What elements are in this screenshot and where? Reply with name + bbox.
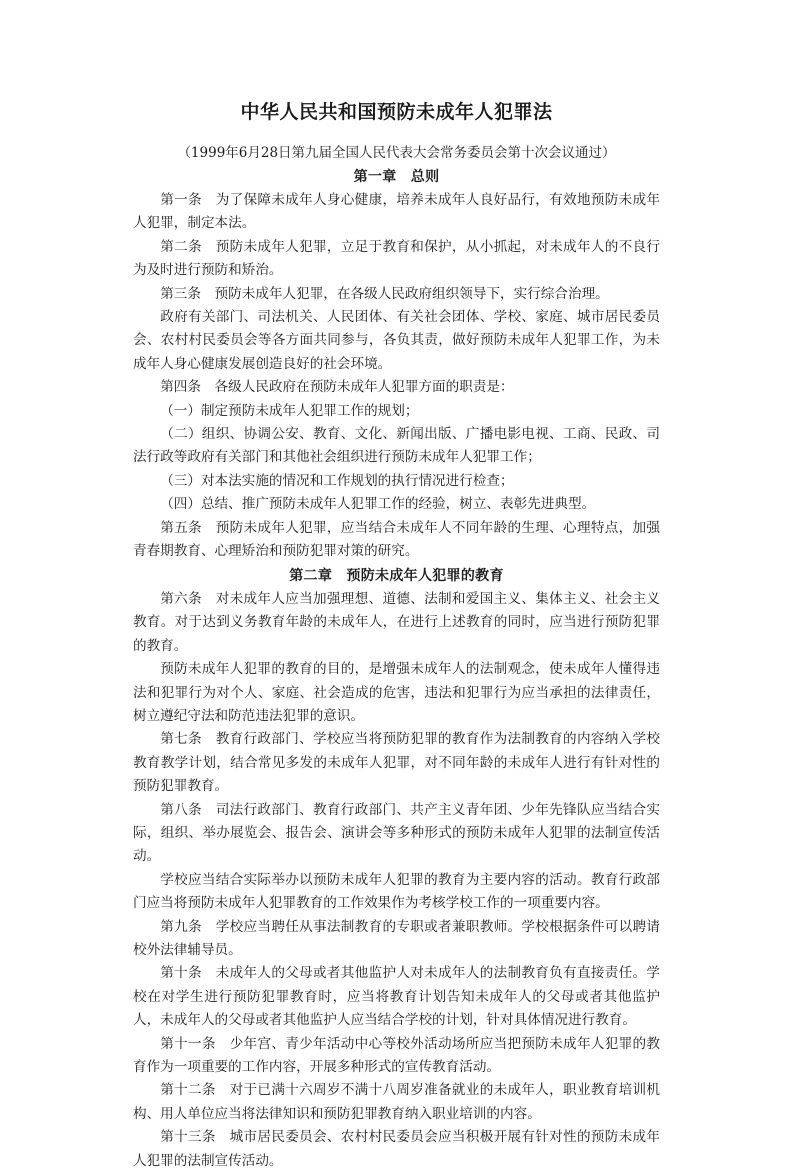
chapter-heading-1: 第一章 总则 bbox=[353, 168, 440, 185]
article-paragraph: 第六条 对未成年人应当加强理想、道德、法制和爱国主义、集体主义、社会主义教育。对于达到义务教育年龄的未成年人，在进行上述教育的同时，应当进行预防犯罪的教育。 bbox=[133, 590, 660, 654]
article-paragraph: 第一条 为了保障未成年人身心健康，培养未成年人良好品行，有效地预防未成年人犯罪，制定本法。 bbox=[133, 192, 660, 232]
article-paragraph: 预防未成年人犯罪的教育的目的，是增强未成年人的法制观念，使未成年人懂得违法和犯罪行为对个人、家庭、社会造成的危害，违法和犯罪行为应当承担的法律责任，树立遵纪守法和防范违法犯罪的意识。 bbox=[133, 661, 660, 724]
article-paragraph: 第十二条 对于已满十六周岁不满十八周岁准备就业的未成年人，职业教育培训机构、用人单位应当将法律知识和预防犯罪教育纳入职业培训的内容。 bbox=[133, 1082, 660, 1122]
article-paragraph: 学校应当结合实际举办以预防未成年人犯罪的教育为主要内容的活动。教育行政部门应当将预防未成年人犯罪教育的工作效果作为考核学校工作的一项重要内容。 bbox=[133, 871, 660, 912]
article-list-item: （三）对本法实施的情况和工作规划的执行情况进行检查； bbox=[160, 472, 514, 489]
document-enactment-note: （1999年6月28日第九届全国人民代表大会常务委员会第十次会议通过） bbox=[177, 144, 616, 161]
article-list-item: （二）组织、协调公安、教育、文化、新闻出版、广播电影电视、工商、民政、司法行政等政府有关部门和其他社会组织进行预防未成年人犯罪工作； bbox=[133, 426, 660, 466]
article-paragraph: 政府有关部门、司法机关、人民团体、有关社会团体、学校、家庭、城市居民委员会、农村村民委员会等各方面共同参与，各负其责，做好预防未成年人犯罪工作，为未成年人身心健康发展创造良好的社会环境。 bbox=[133, 309, 660, 372]
article-paragraph: 第十一条 少年宫、青少年活动中心等校外活动场所应当把预防未成年人犯罪的教育作为一项重要的工作内容，开展多种形式的宣传教育活动。 bbox=[133, 1035, 660, 1076]
article-paragraph: 第三条 预防未成年人犯罪，在各级人民政府组织领导下，实行综合治理。 bbox=[160, 285, 609, 302]
article-paragraph: 第九条 学校应当聘任从事法制教育的专职或者兼职教师。学校根据条件可以聘请校外法律辅导员。 bbox=[133, 918, 660, 958]
article-paragraph: 第四条 各级人民政府在预防未成年人犯罪方面的职责是： bbox=[160, 379, 514, 396]
article-paragraph: 第八条 司法行政部门、教育行政部门、共产主义青年团、少年先锋队应当结合实际，组织、举办展览会、报告会、演讲会等多种形式的预防未成年人犯罪的法制宣传活动。 bbox=[133, 801, 660, 865]
chapter-heading-2: 第二章 预防未成年人犯罪的教育 bbox=[289, 567, 504, 584]
article-list-item: （四）总结、推广预防未成年人犯罪工作的经验，树立、表彰先进典型。 bbox=[160, 496, 596, 513]
article-paragraph: 第十三条 城市居民委员会、农村村民委员会应当积极开展有针对性的预防未成年人犯罪的法制宣传活动。 bbox=[133, 1129, 660, 1169]
article-list-item: （一）制定预防未成年人犯罪工作的规划； bbox=[160, 402, 419, 419]
article-paragraph: 第十条 未成年人的父母或者其他监护人对未成年人的法制教育负有直接责任。学校在对学生进行预防犯罪教育时，应当将教育计划告知未成年人的父母或者其他监护人，未成年人的父母或者其他监护人应当结合学校的计划，针对具体情况进行教育。 bbox=[133, 965, 660, 1029]
article-paragraph: 第二条 预防未成年人犯罪，立足于教育和保护，从小抓起，对未成年人的不良行为及时进行预防和矫治。 bbox=[133, 238, 660, 279]
article-paragraph: 第七条 教育行政部门、学校应当将预防犯罪的教育作为法制教育的内容纳入学校教育教学计划，结合常见多发的未成年人犯罪，对不同年龄的未成年人进行有针对性的预防犯罪教育。 bbox=[133, 731, 660, 795]
page-title: 中华人民共和国预防未成年人犯罪法 bbox=[240, 101, 553, 123]
article-paragraph: 第五条 预防未成年人犯罪，应当结合未成年人不同年龄的生理、心理特点，加强青春期教育、心理矫治和预防犯罪对策的研究。 bbox=[133, 519, 660, 560]
